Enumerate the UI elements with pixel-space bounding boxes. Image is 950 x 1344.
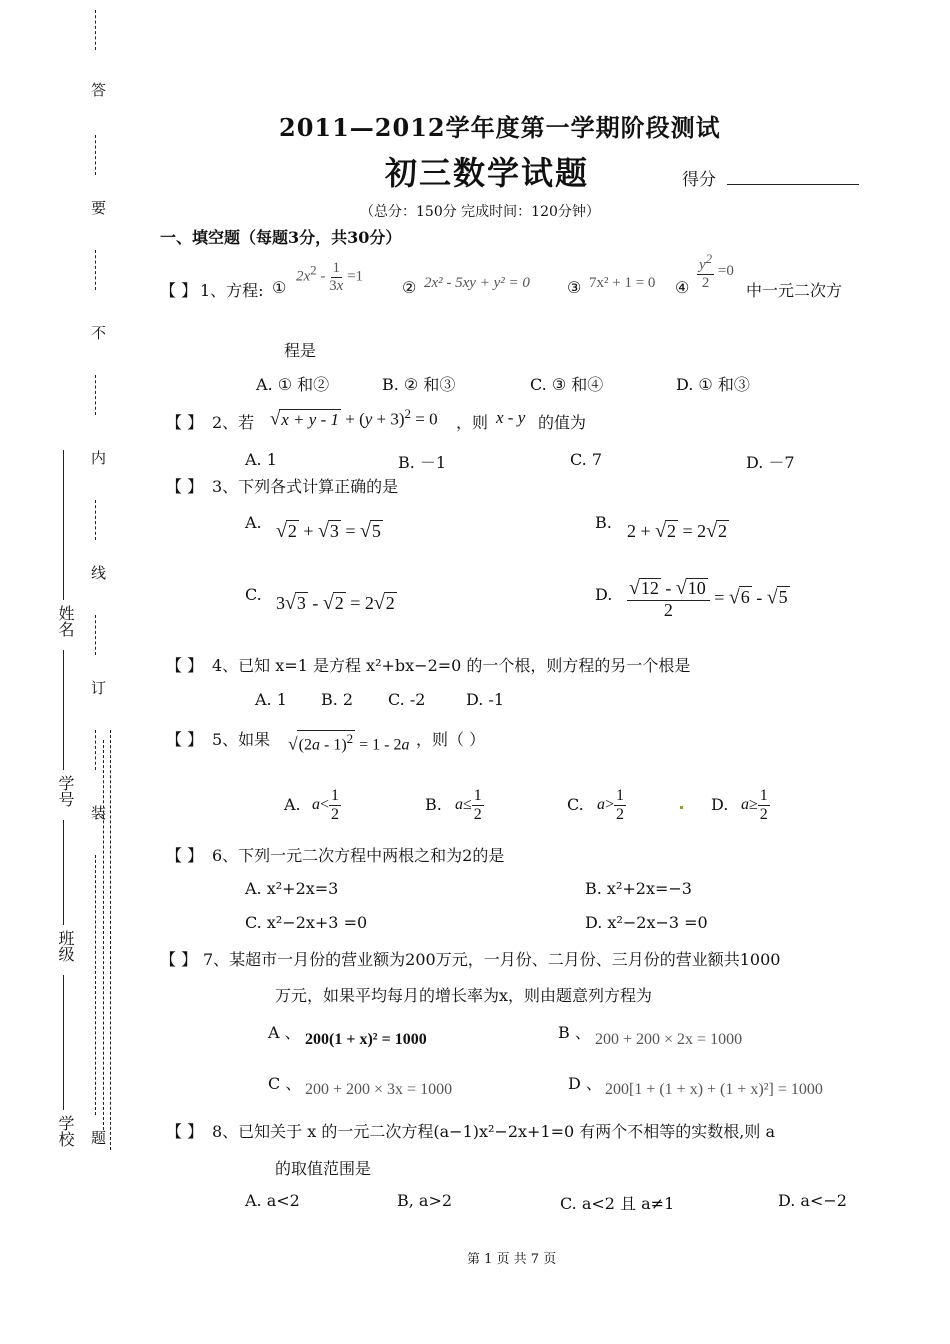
q2-suffix: ，则: [456, 413, 489, 432]
q8-option-d[interactable]: D. a<−2: [778, 1191, 847, 1210]
q6-text: 6、下列一元二次方程中两根之和为2的是: [212, 846, 505, 865]
q5-option-c[interactable]: a> $\frac{1}{2}$: [597, 787, 625, 823]
q2-tail: 的值为: [538, 413, 587, 432]
exam-title: 2011—2012学年度第一学期阶段测试: [279, 113, 721, 142]
q5-option-c-label[interactable]: C.: [567, 795, 584, 814]
class-label: 班级: [56, 930, 75, 962]
q2-expr: x - y: [496, 408, 526, 427]
q1-suffix: 中一元二次方: [746, 281, 843, 300]
q1-mark-1: ①: [272, 278, 287, 297]
binding-dash: [95, 250, 96, 290]
q1-option-c[interactable]: C. ③ 和④: [530, 375, 604, 394]
q3-text: 3、下列各式计算正确的是: [212, 477, 399, 496]
q3-option-a[interactable]: √2 + √3 = √5: [276, 520, 381, 542]
name-line: [63, 450, 64, 600]
q6-option-b[interactable]: B. x²+2x=−3: [585, 879, 692, 898]
page-footer: 第 1 页 共 7 页: [467, 1252, 557, 1267]
q7-option-c-label[interactable]: C 、: [268, 1074, 302, 1093]
section-heading: 一、填空题（每题3分，共30分）: [160, 228, 402, 247]
binding-char: 不: [89, 325, 107, 340]
q2-equation: $√x + y - 1 + (y + 3)^2 = 0$: [270, 406, 438, 430]
q5-option-b[interactable]: a≤ $\frac{1}{2}$: [455, 787, 482, 823]
q8-option-a[interactable]: A. a<2: [245, 1191, 300, 1210]
q5-option-d[interactable]: a≥ $\frac{1}{2}$: [741, 787, 768, 823]
binding-dash: [95, 855, 96, 1115]
q5-option-b-label[interactable]: B.: [425, 795, 442, 814]
q1-mark-2: ②: [402, 278, 417, 297]
q1-prefix: 1、方程:: [200, 281, 264, 300]
binding-dash: [95, 615, 96, 655]
binding-char: 要: [89, 200, 107, 215]
answer-bracket[interactable]: 【 】: [166, 477, 204, 496]
binding-char: 题: [89, 1130, 107, 1145]
q1-option-b[interactable]: B. ② 和③: [382, 375, 456, 394]
q3-option-b-label[interactable]: B.: [595, 513, 612, 532]
q8-option-b[interactable]: B, a>2: [397, 1191, 453, 1210]
binding-char: 线: [89, 565, 107, 580]
answer-bracket[interactable]: 【 】: [166, 846, 204, 865]
q1-option-a[interactable]: A. ① 和②: [256, 375, 330, 394]
student-no-label: 学号: [56, 775, 75, 807]
binding-dash: [103, 740, 104, 1130]
q2-prefix: 2、若: [212, 413, 255, 432]
q3-option-d[interactable]: $\frac{√12 - √10}{2}$ = √6 - √5: [629, 577, 788, 620]
q3-option-c[interactable]: 3√3 - √2 = 2√2: [276, 592, 395, 614]
q5-option-d-label[interactable]: D.: [711, 795, 729, 814]
q7-option-d-label[interactable]: D 、: [568, 1074, 602, 1093]
binding-dash: [95, 500, 96, 540]
binding-dash: [95, 135, 96, 175]
exam-info: （总分：150分 完成时间：120分钟）: [360, 204, 600, 220]
q5-equation: √(2a - 1)$^2$ = 1 - 2a: [288, 731, 410, 754]
q6-option-d[interactable]: D. x²−2x−3 =0: [585, 913, 708, 932]
q5-suffix: ，则（ ）: [416, 730, 486, 749]
exam-subtitle: 初三数学试题: [385, 154, 590, 192]
q3-option-d-label[interactable]: D.: [595, 585, 613, 604]
binding-char: 装: [89, 805, 107, 820]
q1-equation-4: $\frac{y^2}{2}$ =0: [699, 251, 734, 291]
q4-option-a[interactable]: A. 1: [255, 690, 287, 709]
answer-bracket[interactable]: 【 】: [166, 413, 204, 432]
q3-option-a-label[interactable]: A.: [245, 513, 262, 532]
stray-dot: [680, 806, 683, 809]
q6-option-c[interactable]: C. x²−2x+3 =0: [245, 913, 368, 932]
q1-equation-3: 7x² + 1 = 0: [589, 275, 656, 291]
school-label: 学校: [56, 1115, 75, 1147]
binding-char: 答: [89, 82, 107, 97]
q7-line1: 7、某超市一月份的营业额为200万元，一月份、二月份、三月份的营业额共1000: [203, 950, 781, 969]
q7-option-b[interactable]: 200 + 200 × 2x = 1000: [595, 1031, 743, 1048]
answer-bracket[interactable]: 【 】: [166, 1122, 204, 1141]
q1-line2: 程是: [284, 341, 317, 360]
q2-option-b[interactable]: B. －1: [398, 453, 447, 472]
q5-prefix: 5、如果: [212, 730, 271, 749]
q2-option-a[interactable]: A. 1: [245, 450, 277, 469]
answer-bracket[interactable]: 【 】: [166, 656, 204, 675]
q4-option-b[interactable]: B. 2: [321, 690, 354, 709]
name-label: 姓名: [56, 605, 75, 637]
binding-char: 内: [89, 450, 107, 465]
q5-option-a-label[interactable]: A.: [284, 795, 301, 814]
class-line: [63, 820, 64, 925]
q1-mark-4: ④: [675, 278, 690, 297]
q5-option-a[interactable]: a< $\frac{1}{2}$: [312, 787, 340, 823]
q7-option-d[interactable]: 200[1 + (1 + x) + (1 + x)²] = 1000: [605, 1081, 823, 1098]
q8-line1: 8、已知关于 x 的一元二次方程(a−1)x²−2x+1=0 有两个不相等的实数根,则 a: [212, 1122, 776, 1141]
q8-line2: 的取值范围是: [275, 1159, 372, 1178]
q4-text: 4、已知 x=1 是方程 x²+bx−2=0 的一个根，则方程的另一个根是: [212, 656, 691, 675]
q7-option-a-label[interactable]: A 、: [268, 1023, 301, 1042]
q3-option-c-label[interactable]: C.: [245, 585, 262, 604]
answer-bracket[interactable]: 【 】: [160, 950, 198, 969]
binding-dash: [95, 730, 96, 770]
answer-bracket[interactable]: 【 】: [166, 730, 204, 749]
score-blank[interactable]: [727, 184, 859, 185]
q4-option-d[interactable]: D. -1: [466, 690, 505, 709]
q1-option-d[interactable]: D. ① 和③: [676, 375, 750, 394]
q4-option-c[interactable]: C. -2: [388, 690, 426, 709]
q1-equation-2: 2x² - 5xy + y² = 0: [424, 275, 530, 291]
binding-dash: [110, 730, 111, 1150]
score-label: 得分: [682, 170, 716, 190]
q8-option-c[interactable]: C. a<2 且 a≠1: [560, 1194, 675, 1213]
q7-option-a[interactable]: 200(1 + x)² = 1000: [305, 1031, 427, 1048]
q3-option-b[interactable]: 2 + √2 = 2√2: [627, 520, 728, 542]
answer-bracket[interactable]: 【 】: [160, 281, 198, 300]
school-line: [63, 975, 64, 1110]
binding-char: 订: [89, 680, 107, 695]
binding-dash: [95, 10, 96, 50]
q1-equation-1: $2x^2$ - $\frac{1}{3x}$ =1: [296, 260, 364, 294]
q2-option-d[interactable]: D. －7: [746, 453, 795, 472]
student-no-line: [63, 650, 64, 770]
q7-option-b-label[interactable]: B 、: [558, 1023, 591, 1042]
q2-option-c[interactable]: C. 7: [570, 450, 603, 469]
q6-option-a[interactable]: A. x²+2x=3: [245, 879, 339, 898]
q1-mark-3: ③: [567, 278, 582, 297]
q7-line2: 万元，如果平均每月的增长率为x，则由题意列方程为: [275, 986, 653, 1005]
q7-option-c[interactable]: 200 + 200 × 3x = 1000: [305, 1081, 453, 1098]
binding-dash: [95, 375, 96, 415]
